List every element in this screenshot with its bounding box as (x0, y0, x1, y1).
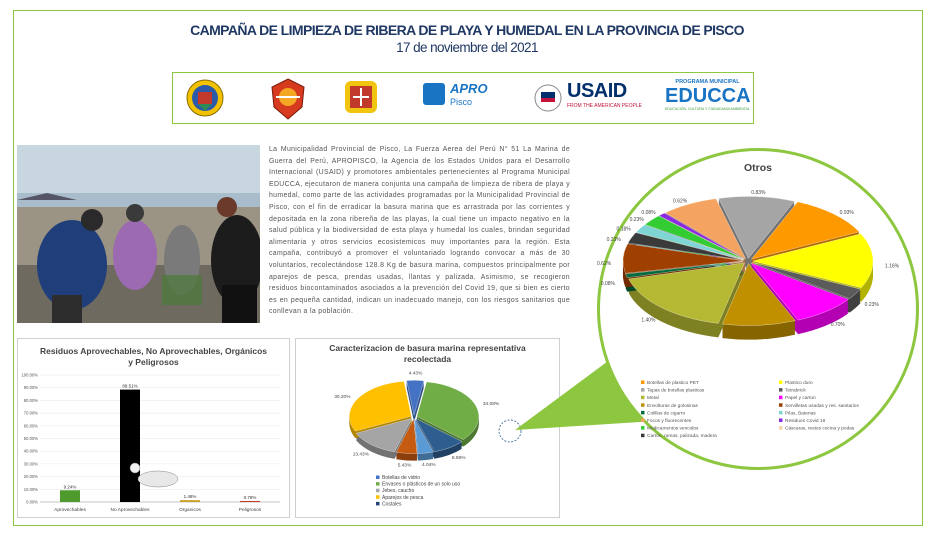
bar-category-label: No Aprovechables (110, 508, 150, 513)
otros-slice-label: 0.70% (830, 322, 845, 329)
otros-legend-swatch (779, 388, 783, 392)
bar-ytick-label: 10.00% (23, 486, 38, 492)
seagull-illustration (138, 471, 178, 487)
otros-legend-swatch (779, 419, 783, 423)
usaid-name: USAID (567, 80, 627, 102)
otros-legend-swatch (641, 426, 645, 430)
marine-legend-item: Costales (382, 501, 402, 508)
otros-legend-item: Envolturas de golosinas (647, 403, 698, 409)
otros-slice-label: 1.40% (641, 317, 656, 324)
pie-chart-title: Caracterizacion de basura marina representativa recolectada (329, 343, 526, 364)
marine-legend-item: Jebes, caucho (382, 488, 415, 495)
seagull-head (130, 463, 140, 473)
otros-legend-item: Residuos Covid 19 (785, 419, 826, 424)
otros-slice-label: 0.62% (597, 261, 612, 268)
marine-slice-label: 13.43% (352, 452, 369, 458)
bar-2 (120, 390, 140, 502)
bar-4 (240, 501, 260, 502)
bar-ytick-label: 90.00% (23, 385, 38, 391)
logo-bar (172, 72, 754, 124)
bar-ytick-label: 50.00% (23, 436, 38, 441)
page-title: CAMPAÑA DE LIMPIEZA DE RIBERA DE PLAYA Y HUMEDAL EN LA PROVINCIA DE PISCO (190, 22, 744, 38)
otros-slice-label: 1.16% (884, 263, 900, 270)
otros-slice-label: 0.83% (751, 189, 766, 196)
otros-legend-item: Metal (647, 396, 659, 402)
apro-pisco-logo (423, 81, 503, 117)
marine-legend-swatch (376, 476, 380, 480)
volunteers-beach-photo (17, 145, 260, 323)
bar-category-label: Peligrosos (238, 508, 262, 513)
otros-legend-item: Plastico duro (785, 381, 813, 386)
otros-slice-label: 0.08% (641, 210, 656, 217)
bar-category-label: Aprovechables (54, 508, 86, 513)
bar-ytick-label: 80.00% (23, 397, 38, 403)
otros-pie-svg (597, 148, 919, 470)
marine-legend-swatch (376, 482, 380, 486)
photo-illustration (17, 145, 260, 323)
otros-legend-item: Botellas de plastico PET (647, 381, 699, 386)
marine-legend-item: Envases o plásticos de un solo uso (382, 481, 461, 488)
bar-ytick-label: 0.00% (26, 499, 38, 505)
bar-ytick-label: 30.00% (23, 461, 38, 467)
educca-name: EDUCCA (665, 85, 751, 107)
otros-legend-swatch (641, 403, 645, 407)
marine-legend-swatch (376, 495, 380, 499)
otros-chart-title: Otros (743, 162, 772, 174)
bar-3 (180, 500, 200, 502)
bar-value-label: 9.24% (63, 484, 77, 490)
marine-legend-item: Aparejos de pesca (382, 494, 424, 501)
bar-ytick-label: 70.00% (23, 410, 38, 416)
otros-slice-label: 0.23% (606, 237, 621, 244)
apro-name: APRO (450, 81, 488, 96)
marine-legend-item: Botellas de vidrio (382, 475, 421, 481)
otros-legend-swatch (641, 419, 645, 423)
otros-slice-label: 0.23% (629, 216, 644, 223)
marine-legend-swatch (376, 489, 380, 493)
educca-top: PROGRAMA MUNICIPAL (675, 79, 740, 85)
otros-legend-item: Pilas, Baterias (785, 411, 816, 417)
bar-ytick-label: 20.00% (23, 474, 38, 480)
otros-legend-swatch (641, 411, 645, 415)
otros-legend-item: Medicamentos vencidos (647, 426, 699, 432)
bar-chart-title: Residuos Aprovechables, No Aprovechables, Orgánicos y Peligrosos (39, 346, 268, 367)
otros-slice-label: 0.62% (673, 198, 688, 205)
otros-legend-item: Papel y carton (785, 396, 816, 402)
educca-sub: EDUCACIÓN, CULTURA Y CIUDADANÍA AMBIENTAL (665, 107, 750, 111)
otros-slice-label: 0.93% (839, 209, 854, 216)
bar-ytick-label: 100.00% (21, 372, 38, 378)
marine-slice-label: 4.43% (408, 371, 423, 377)
otros-legend-swatch (779, 411, 783, 415)
marine-slice-label: 4.04% (421, 462, 436, 468)
usaid-sub: FROM THE AMERICAN PEOPLE (567, 103, 642, 109)
marine-slice-label: 8.59% (451, 456, 466, 462)
apro-sub: Pisco (450, 97, 473, 107)
apro-icon (423, 83, 445, 105)
otros-legend-item: Colillas de cigarro (647, 411, 686, 417)
otros-legend-item: Focos y fluorecentes (647, 419, 692, 424)
bar-category-label: Organicos (179, 508, 201, 513)
marine-slice-label: 34.08% (482, 401, 500, 407)
otros-legend-item: Cáscaras, restos cocina y podas (785, 426, 855, 432)
bar-1 (60, 490, 80, 502)
otros-legend-swatch (641, 396, 645, 400)
air-force-logo (268, 77, 308, 121)
marine-slice-label: 30.20% (334, 395, 351, 401)
otros-legend-swatch (641, 381, 645, 385)
waste-type-bar-chart-panel (17, 338, 290, 518)
marine-slice-label: 5.43% (397, 463, 412, 469)
otros-legend-item: Cartón, ramas, palizada, madera (647, 434, 717, 440)
bar-ytick-label: 60.00% (23, 423, 38, 429)
usaid-logo (533, 81, 643, 117)
bar-ytick-label: 40.00% (23, 448, 38, 454)
otros-slice-label: 0.18% (616, 226, 631, 233)
marine-legend-swatch (376, 502, 380, 506)
bar-chart-svg (18, 339, 291, 519)
campaign-description: La Municipalidad Provincial de Pisco, La Fuerza Aerea del Perú N° 51 La Marina de Guerra del Perú, APROPISCO, la Agencia de los Estados Unidos para el Desarrollo Internacional (USAID) y promotores ambientales pertenecientes al Programa Municipal EDUCCA, ejecutaron de manera conjunta una campaña de limpieza de ribera de playa y humedal, como parte de las actividades programadas por la Municipalidad Provincial de Pisco, con el fin de erradicar la basura marina que es arrastrada por las corrientes y depositada en la zona ribereña de las playas, la cual tiene un impacto negativo en la salud pública y la biodiversidad de esta playa y humedal los cuales, brindan seguridad alimentaria y otros servicios ecosistemicos muy importantes para la región. Esta campaña, contribuyó a promover el voluntariado logrando convocar a más de 30 voluntarios, recolectándose 128.8 Kg de basura marina, compuestos principalmente por aparejos de pesca, prendas usadas, llantas y palizada. Asimismo, se recogieron residuos biocontaminados asociados a la prevención del Covid 19, que si bien es cierto es en pequeña cantidad, indican un inadecuado manejo, con los riesgos sanitarios que conllevan a la población. (269, 146, 570, 316)
otros-slice-label: 0.08% (600, 281, 615, 288)
otros-legend-swatch (779, 426, 783, 430)
page-date: 17 de noviembre del 2021 (396, 40, 538, 55)
navy-logo (341, 77, 381, 117)
bar-value-label: 1.48% (183, 494, 197, 500)
otros-legend-swatch (779, 396, 783, 400)
otros-slice-label: 0.23% (864, 302, 879, 309)
municipal-seal-logo (185, 77, 225, 119)
bar-value-label: 88.51% (122, 383, 138, 389)
otros-legend-item: Tapas de botellas plasticas (647, 388, 705, 394)
otros-legend-item: Tetrabrick (785, 388, 806, 394)
otros-legend-swatch (641, 388, 645, 392)
otros-legend-swatch (779, 403, 783, 407)
educca-logo (665, 79, 750, 119)
otros-legend-swatch (641, 434, 645, 438)
otros-legend-swatch (779, 381, 783, 385)
otros-legend-item: Servilletas usadas y res. sanitarios (785, 403, 859, 409)
usaid-seal-icon (533, 83, 563, 113)
bar-value-label: 0.78% (243, 495, 257, 501)
